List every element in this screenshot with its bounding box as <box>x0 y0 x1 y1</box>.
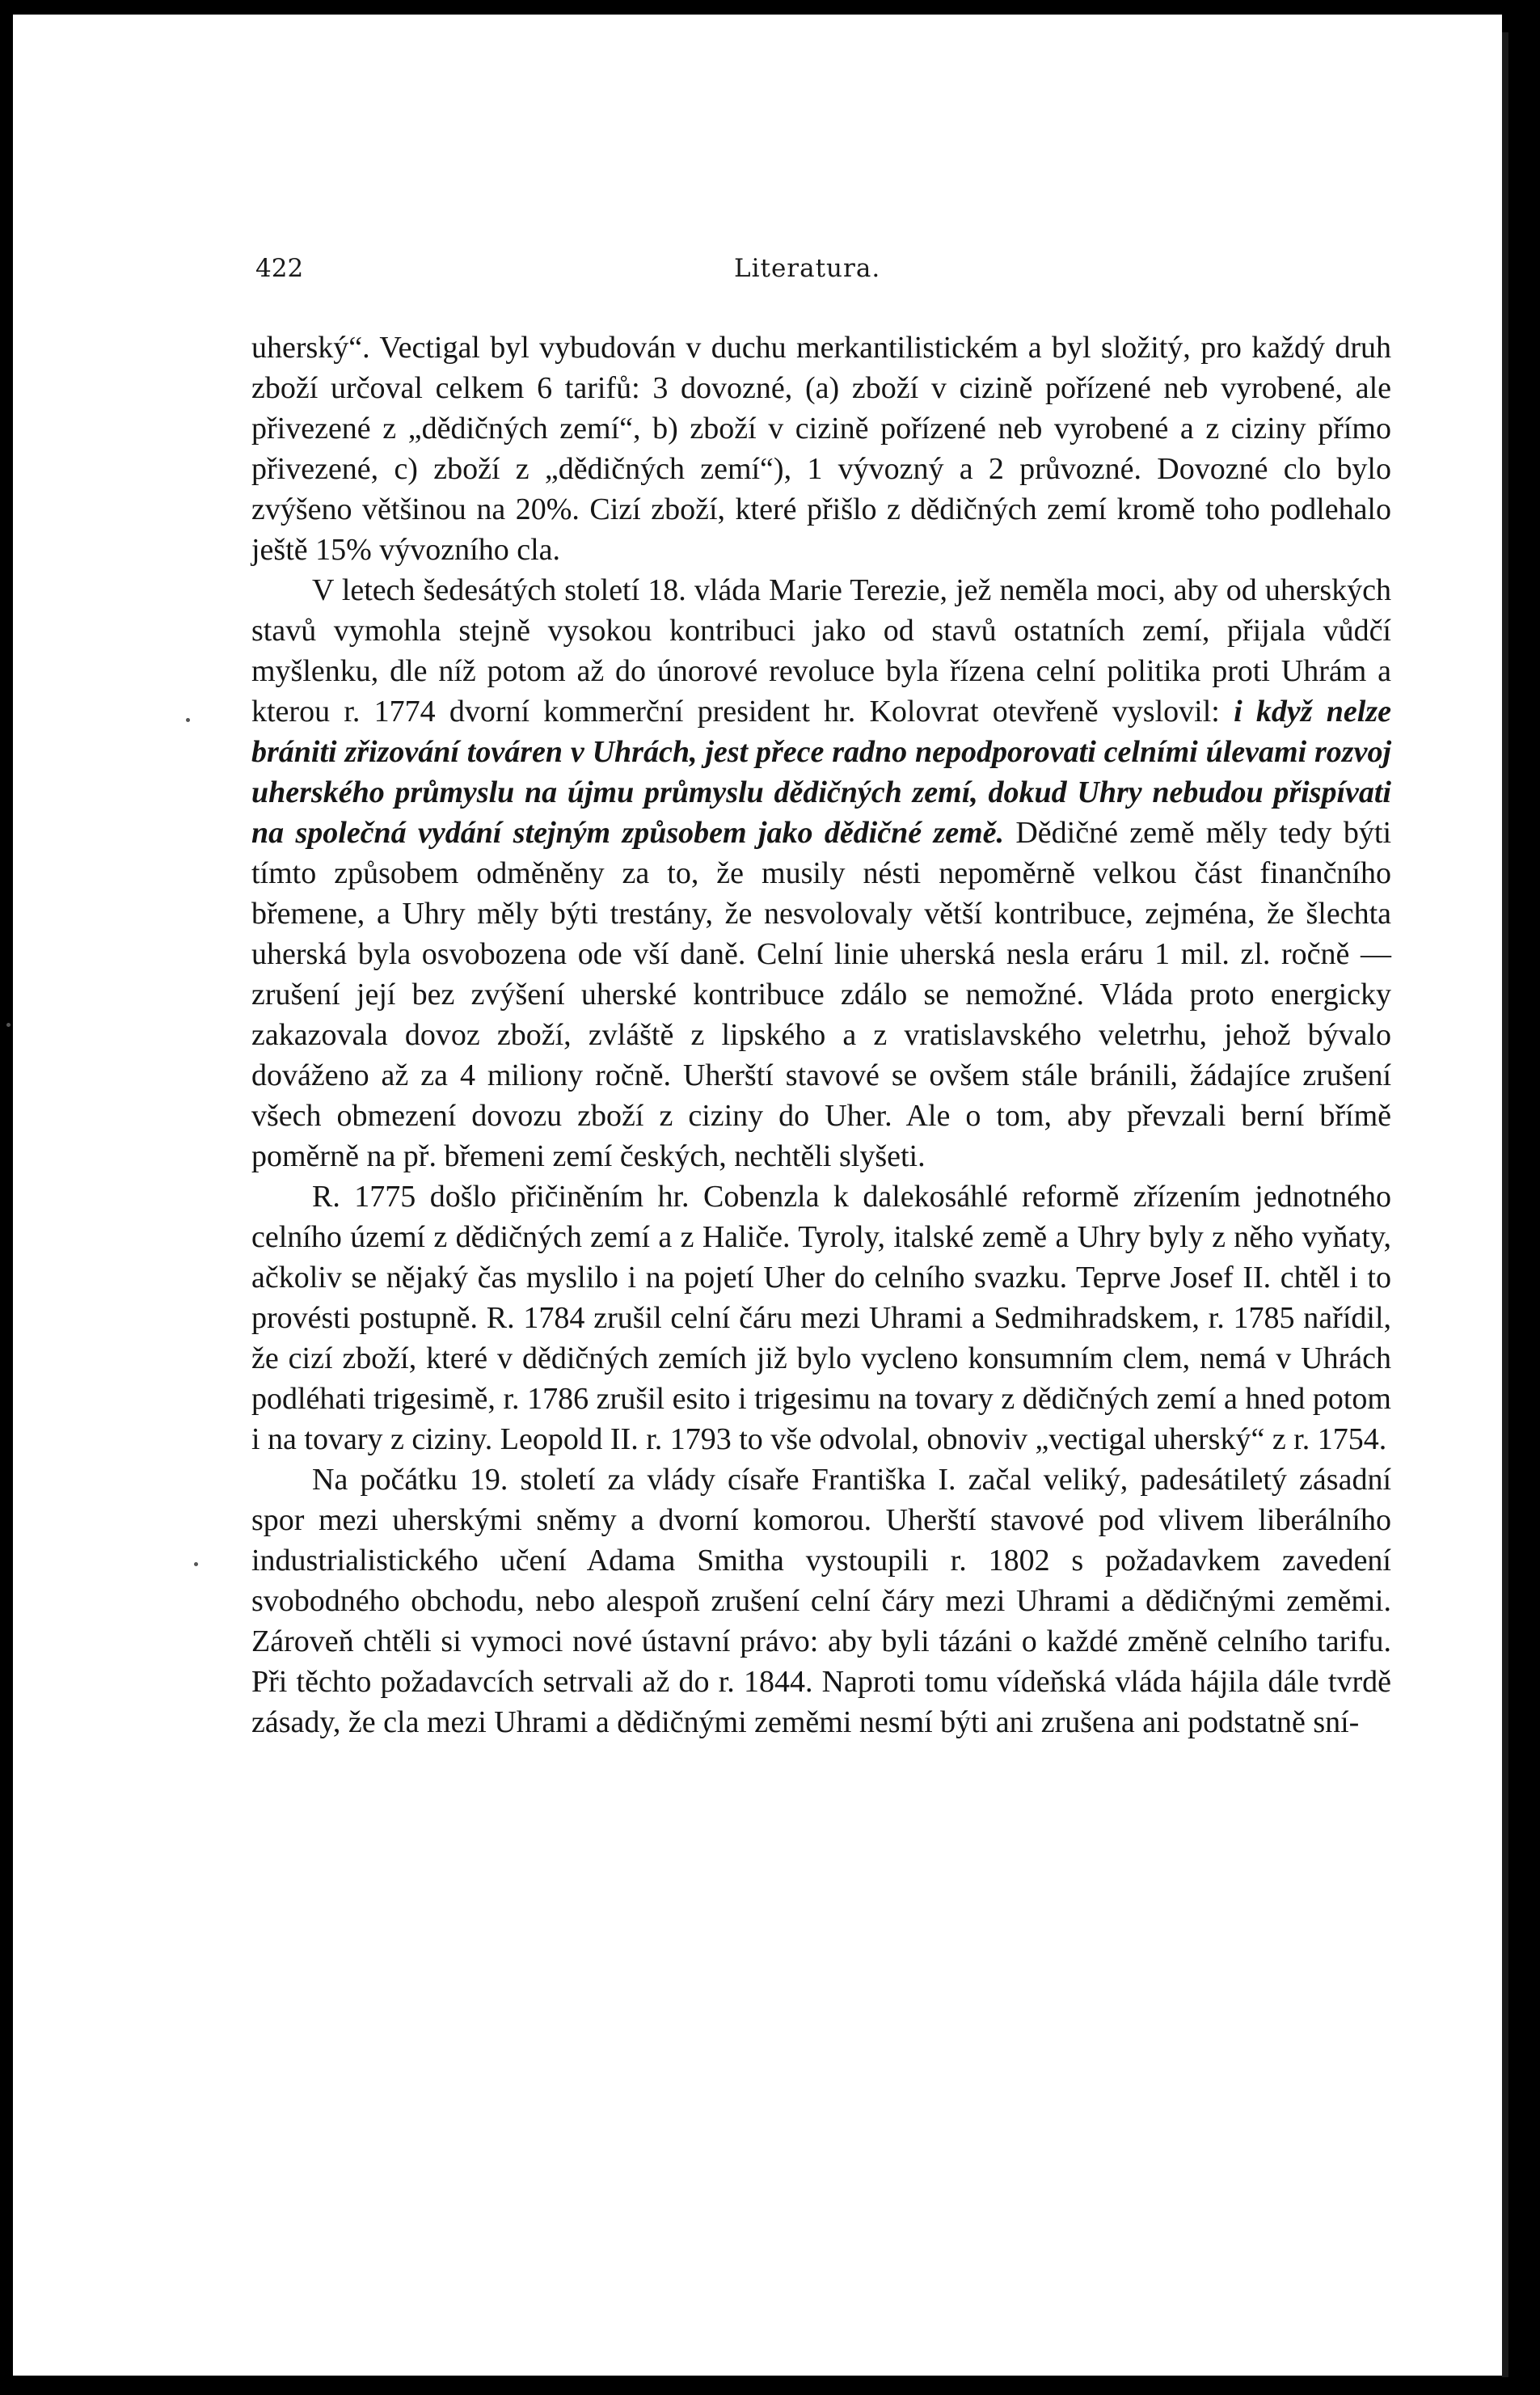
scanned-page <box>13 15 1502 2376</box>
page-number: 422 <box>255 254 304 283</box>
paragraph-maria-theresa <box>251 570 1391 1176</box>
page-header <box>13 254 1502 286</box>
page-edge-shadow <box>1502 32 1508 2377</box>
body-text <box>251 327 1391 1742</box>
paragraph-maria-theresa-rest: Dědičné země měly tedy býti tímto způsobem odměněny za to, že musily nésti nepoměrně velkou část finančního břemene, a Uhry měly býti trestány, že nesvolovaly větší kontribuce, zejména, že šlechta uherská byla osvobozena ode vší daně. Celní linie uherská nesla eráru 1 mil. zl. ročně — zrušení její bez zvýšení uherské kontribuce zdálo se nemožné. Vláda proto energicky zakazovala dovoz zboží, zvláště z lipského a z vratislavského veletrhu, jehož bývalo dováženo až za 4 miliony ročně. Uherští stavové se ovšem stále bránili, žádajíce zrušení všech obmezení dovozu zboží z ciziny do Uher. Ale o tom, aby převzali berní břímě poměrně na př. břemeni zemí českých, nechtěli slyšeti. <box>251 816 1391 1173</box>
scan-speck <box>186 718 190 722</box>
paragraph-maria-theresa-intro: V letech šedesátých století 18. vláda Marie Terezie, jež neměla moci, aby od uherských stavů vymohla stejně vysokou kontribuci jako od stavů ostatních zemí, přijala vůdčí myšlenku, dle níž potom až do únorové revoluce byla řízena celní politika proti Uhrám a kterou r. 1774 dvorní kommerční president hr. Kolovrat otevřeně vyslovil: <box>251 573 1391 729</box>
paragraph-vectigal: uherský“. Vectigal byl vybudován v duchu merkantilistickém a byl složitý, pro každý druh zboží určoval celkem 6 tarifů: 3 dovozné, (a) zboží v cizině pořízené neb vyrobené, ale přivezené z „dědičných zemí“, b) zboží v cizině pořízené neb vyrobené a z ciziny přímo přivezené, c) zboží z „dědičných zemí“), 1 vývozný a 2 průvozné. Dovozné clo bylo zvýšeno většinou na 20%. Cizí zboží, které přišlo z dědičných zemí kromě toho podlehalo ještě 15% vývozního cla. <box>251 331 1391 567</box>
kolovrat-quote: i když nelze brániti zřizování továren v Uhrách, jest přece radno nepodporovati celními úlevami rozvoj uherského průmyslu na újmu průmyslu dědičných zemí, dokud Uhry nebudou přispívati na společná vydání stejným způsobem jako dědičné země. <box>251 695 1391 850</box>
scan-speck <box>6 1023 11 1027</box>
paragraph-cobenzl-reform: R. 1775 došlo přičiněním hr. Cobenzla k dalekosáhlé reformě zřízením jednotného celního území z dědičných zemí a z Haliče. Tyroly, italské země a Uhry byly z něho vyňaty, ačkoliv se nějaký čas myslilo i na pojetí Uher do celního svazku. Teprve Josef II. chtěl i to provésti postupně. R. 1784 zrušil celní čáru mezi Uhrami a Sedmihradskem, r. 1785 nařídil, že cizí zboží, které v dědičných zemích již bylo vycleno konsumním clem, nemá v Uhrách podléhati trigesimě, r. 1786 zrušil esito i trigesimu na tovary z dědičných zemí a hned potom i na tovary z ciziny. Leopold II. r. 1793 to vše odvolal, obnoviv „vectigal uherský“ z r. 1754. <box>251 1180 1391 1456</box>
running-title: Literatura. <box>734 254 881 283</box>
scan-speck <box>194 1562 198 1566</box>
paragraph-19th-century: Na počátku 19. století za vlády císaře Františka I. začal veliký, padesátiletý zásadní spor mezi uherskými sněmy a dvorní komorou. Uherští stavové pod vlivem liberálního industrialistického učení Adama Smitha vystoupili r. 1802 s požadavkem zavedení svobodného obchodu, nebo alespoň zrušení celní čáry mezi Uhrami a dědičnými zeměmi. Zároveň chtěli si vymoci nové ústavní právo: aby byli tázáni o každé změně celního tarifu. Při těchto požadavcích setrvali až do r. 1844. Naproti tomu vídeňská vláda hájila dále tvrdě zásady, že cla mezi Uhrami a dědičnými zeměmi nesmí býti ani zrušena ani podstatně sní- <box>251 1463 1391 1739</box>
